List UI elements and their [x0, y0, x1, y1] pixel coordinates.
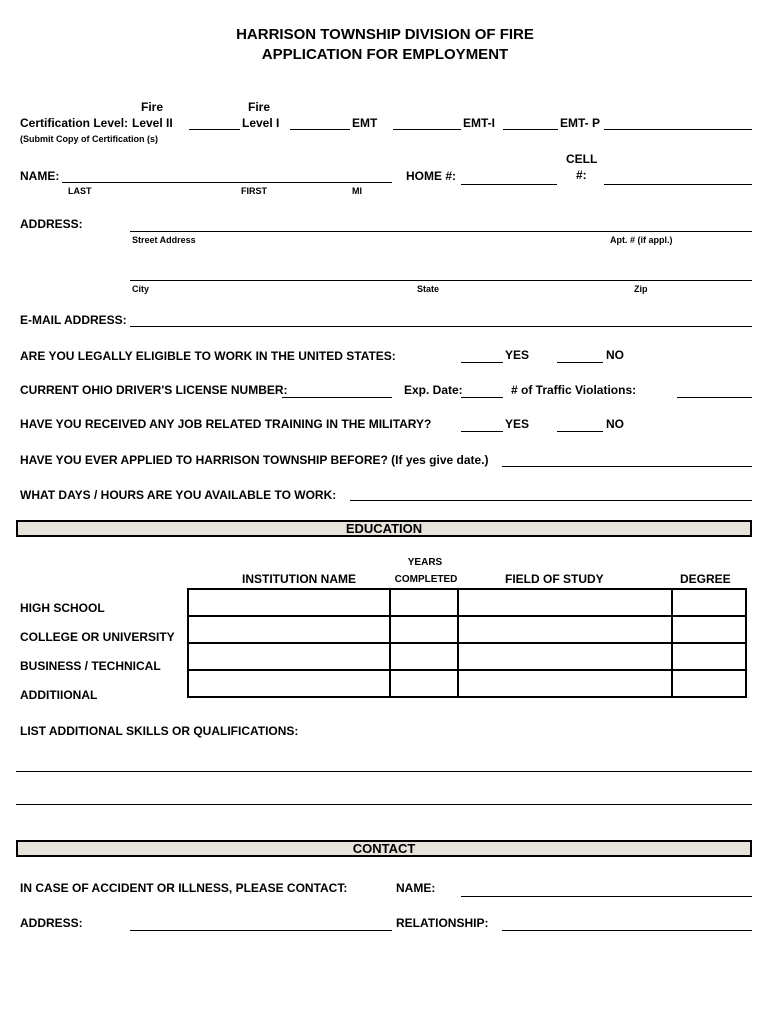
email-field[interactable] — [130, 326, 752, 327]
education-table — [187, 588, 747, 698]
field-of-study-cell[interactable] — [458, 589, 672, 616]
field-of-study-cell[interactable] — [458, 643, 672, 670]
license-label: CURRENT OHIO DRIVER'S LICENSE NUMBER: — [20, 383, 288, 397]
eligible-no-field[interactable] — [557, 362, 603, 363]
table-row — [188, 670, 746, 697]
institution-cell[interactable] — [188, 643, 390, 670]
skills-line-1[interactable] — [16, 771, 752, 772]
military-no-label: NO — [606, 417, 624, 431]
name-field[interactable] — [62, 182, 392, 183]
city-caption: City — [132, 284, 150, 294]
street-address-caption: Street Address — [132, 235, 196, 245]
exp-date-field[interactable] — [461, 397, 503, 398]
institution-name-header: INSTITUTION NAME — [242, 572, 356, 586]
degree-header: DEGREE — [680, 572, 731, 586]
apt-caption: Apt. # (if appl.) — [610, 235, 673, 245]
certification-note: (Submit Copy of Certification (s) — [20, 134, 158, 144]
years-header-line2: COMPLETED — [394, 574, 458, 585]
emt-p-field[interactable] — [604, 129, 752, 130]
contact-address-field[interactable] — [130, 930, 392, 931]
years-header-line1: YEARS — [407, 557, 443, 568]
zip-caption: Zip — [634, 284, 648, 294]
form-title-line1: HARRISON TOWNSHIP DIVISION OF FIRE — [236, 26, 534, 43]
city-state-zip-field[interactable] — [130, 280, 752, 281]
cell-label-line2: #: — [576, 168, 587, 182]
availability-field[interactable] — [350, 500, 752, 501]
field-of-study-cell[interactable] — [458, 616, 672, 643]
last-name-caption: LAST — [68, 186, 92, 196]
institution-cell[interactable] — [188, 589, 390, 616]
home-phone-label: HOME #: — [406, 169, 457, 183]
emt-field[interactable] — [393, 129, 461, 130]
table-row — [188, 589, 746, 616]
edu-row-label-college: COLLEGE OR UNIVERSITY — [20, 630, 175, 644]
contact-heading: CONTACT — [16, 840, 752, 857]
education-heading: EDUCATION — [16, 520, 752, 537]
traffic-violations-field[interactable] — [677, 397, 752, 398]
fire-level-1-label: Level I — [242, 116, 280, 130]
contact-name-label: NAME: — [396, 881, 436, 895]
cell-label-line1: CELL — [566, 152, 598, 166]
edu-row-label-additional: ADDITIIONAL — [20, 688, 98, 702]
field-of-study-cell[interactable] — [458, 670, 672, 697]
contact-name-field[interactable] — [461, 896, 752, 897]
fire-level-2-label: Level II — [132, 116, 173, 130]
military-yes-label: YES — [505, 417, 530, 431]
middle-initial-caption: MI — [352, 186, 362, 196]
military-no-field[interactable] — [557, 431, 603, 432]
degree-cell[interactable] — [672, 589, 746, 616]
address-label: ADDRESS: — [20, 217, 83, 231]
name-label: NAME: — [20, 169, 60, 183]
applied-before-field[interactable] — [502, 466, 752, 467]
traffic-violations-label: # of Traffic Violations: — [511, 383, 637, 397]
degree-cell[interactable] — [672, 616, 746, 643]
form-title-line2: APPLICATION FOR EMPLOYMENT — [261, 46, 509, 63]
additional-skills-label: LIST ADDITIONAL SKILLS OR QUALIFICATIONS: — [20, 724, 299, 738]
degree-cell[interactable] — [672, 670, 746, 697]
eligibility-question: ARE YOU LEGALLY ELIGIBLE TO WORK IN THE UNITED STATES: — [20, 349, 396, 363]
edu-row-label-business: BUSINESS / TECHNICAL — [20, 659, 161, 673]
cell-phone-field[interactable] — [604, 184, 752, 185]
eligible-no-label: NO — [606, 348, 624, 362]
state-caption: State — [417, 284, 440, 294]
emergency-contact-label: IN CASE OF ACCIDENT OR ILLNESS, PLEASE CONTACT: — [20, 881, 348, 895]
table-row — [188, 643, 746, 670]
emt-label: EMT — [352, 116, 378, 130]
emt-i-label: EMT-I — [463, 116, 495, 130]
street-address-field[interactable] — [130, 231, 752, 232]
exp-date-label: Exp. Date: — [404, 383, 463, 397]
fire-label-1: Fire — [141, 100, 164, 114]
years-cell[interactable] — [390, 589, 458, 616]
fire-level-2-field[interactable] — [189, 129, 240, 130]
license-number-field[interactable] — [282, 397, 392, 398]
years-cell[interactable] — [390, 616, 458, 643]
emt-i-field[interactable] — [503, 129, 558, 130]
years-cell[interactable] — [390, 643, 458, 670]
applied-before-question: HAVE YOU EVER APPLIED TO HARRISON TOWNSHIP BEFORE? (If yes give date.) — [20, 453, 489, 467]
degree-cell[interactable] — [672, 643, 746, 670]
skills-line-2[interactable] — [16, 804, 752, 805]
relationship-label: RELATIONSHIP: — [396, 916, 489, 930]
fire-label-2: Fire — [248, 100, 271, 114]
email-label: E-MAIL ADDRESS: — [20, 313, 127, 327]
institution-cell[interactable] — [188, 670, 390, 697]
home-phone-field[interactable] — [461, 184, 557, 185]
years-cell[interactable] — [390, 670, 458, 697]
edu-row-label-high-school: HIGH SCHOOL — [20, 601, 105, 615]
contact-address-label: ADDRESS: — [20, 916, 83, 930]
availability-question: WHAT DAYS / HOURS ARE YOU AVAILABLE TO WORK: — [20, 488, 337, 502]
table-row — [188, 616, 746, 643]
institution-cell[interactable] — [188, 616, 390, 643]
certification-level-label: Certification Level: — [20, 116, 129, 130]
eligible-yes-label: YES — [505, 348, 530, 362]
emt-p-label: EMT- P — [560, 116, 601, 130]
military-question: HAVE YOU RECEIVED ANY JOB RELATED TRAINING IN THE MILITARY? — [20, 417, 432, 431]
military-yes-field[interactable] — [461, 431, 503, 432]
relationship-field[interactable] — [502, 930, 752, 931]
eligible-yes-field[interactable] — [461, 362, 503, 363]
fire-level-1-field[interactable] — [290, 129, 350, 130]
field-of-study-header: FIELD OF STUDY — [505, 572, 604, 586]
first-name-caption: FIRST — [241, 186, 267, 196]
